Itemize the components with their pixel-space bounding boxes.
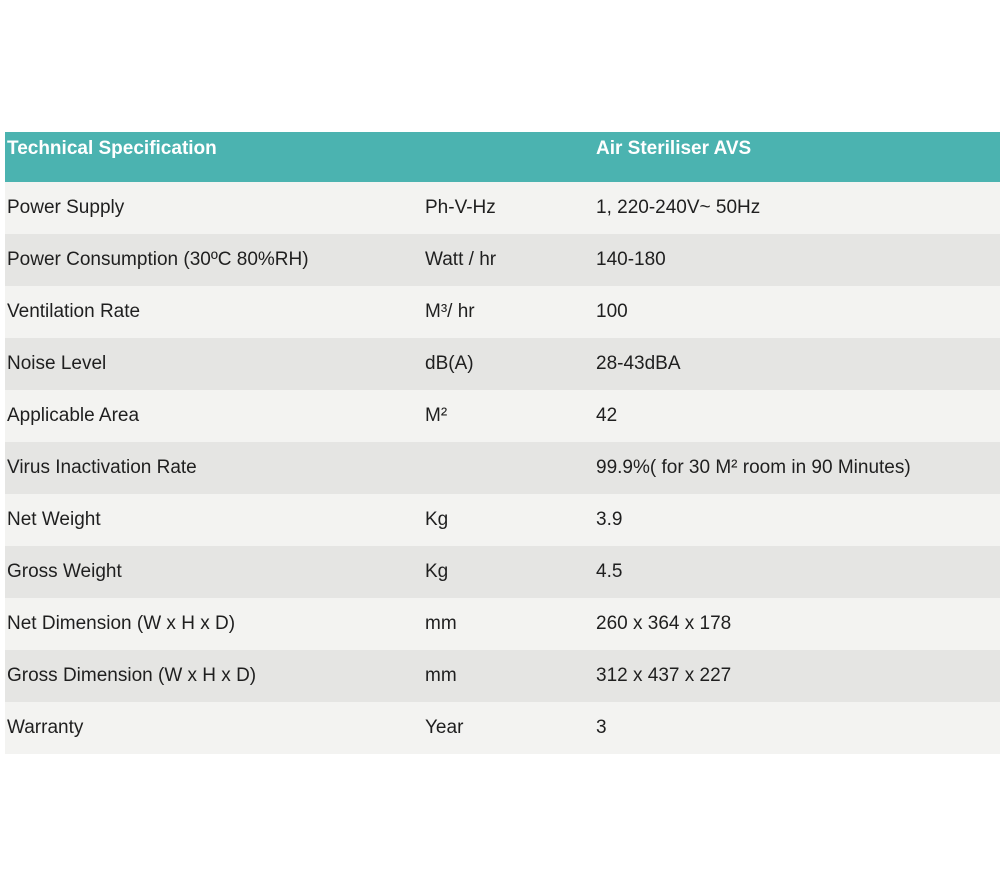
row-unit: mm xyxy=(425,665,457,686)
row-label: Gross Dimension (W x H x D) xyxy=(7,665,257,686)
row-value: 1, 220-240V~ 50Hz xyxy=(596,197,761,218)
row-value: 312 x 437 x 227 xyxy=(596,665,732,686)
row-label: Warranty xyxy=(7,717,84,738)
row-value: 28-43dBA xyxy=(596,353,681,374)
row-unit: Kg xyxy=(425,561,449,582)
table-row xyxy=(5,286,1000,338)
table-row xyxy=(5,442,1000,494)
table-header xyxy=(5,132,1000,182)
header-product: Air Steriliser AVS xyxy=(596,138,752,159)
table-row xyxy=(5,598,1000,650)
row-label: Noise Level xyxy=(7,353,107,374)
row-value: 99.9%( for 30 M² room in 90 Minutes) xyxy=(596,457,911,478)
row-unit: Kg xyxy=(425,509,449,530)
row-label: Net Dimension (W x H x D) xyxy=(7,613,236,634)
row-value: 100 xyxy=(596,301,628,322)
row-value: 140-180 xyxy=(596,249,666,270)
row-value: 260 x 364 x 178 xyxy=(596,613,732,634)
row-unit: M² xyxy=(425,405,448,426)
row-label: Virus Inactivation Rate xyxy=(7,457,197,478)
row-unit: Ph-V-Hz xyxy=(425,197,496,218)
row-label: Net Weight xyxy=(7,509,101,530)
row-unit: Year xyxy=(425,717,464,738)
row-value: 4.5 xyxy=(596,561,623,582)
table-row xyxy=(5,702,1000,754)
row-value: 3.9 xyxy=(596,509,623,530)
table-row xyxy=(5,546,1000,598)
row-label: Gross Weight xyxy=(7,561,122,582)
row-unit: dB(A) xyxy=(425,353,474,374)
row-value: 3 xyxy=(596,717,607,738)
table-row xyxy=(5,650,1000,702)
row-label: Applicable Area xyxy=(7,405,140,426)
row-label: Power Supply xyxy=(7,197,125,218)
table-row xyxy=(5,494,1000,546)
row-unit: Watt / hr xyxy=(425,249,497,270)
row-unit: M³/ hr xyxy=(425,301,475,322)
row-label: Ventilation Rate xyxy=(7,301,141,322)
row-value: 42 xyxy=(596,405,618,426)
table-row xyxy=(5,338,1000,390)
table-row xyxy=(5,390,1000,442)
header-spec: Technical Specification xyxy=(7,138,217,159)
table-row xyxy=(5,234,1000,286)
row-unit: mm xyxy=(425,613,457,634)
spec-table xyxy=(5,132,1000,754)
table-row xyxy=(5,182,1000,234)
row-label: Power Consumption (30ºC 80%RH) xyxy=(7,249,309,270)
